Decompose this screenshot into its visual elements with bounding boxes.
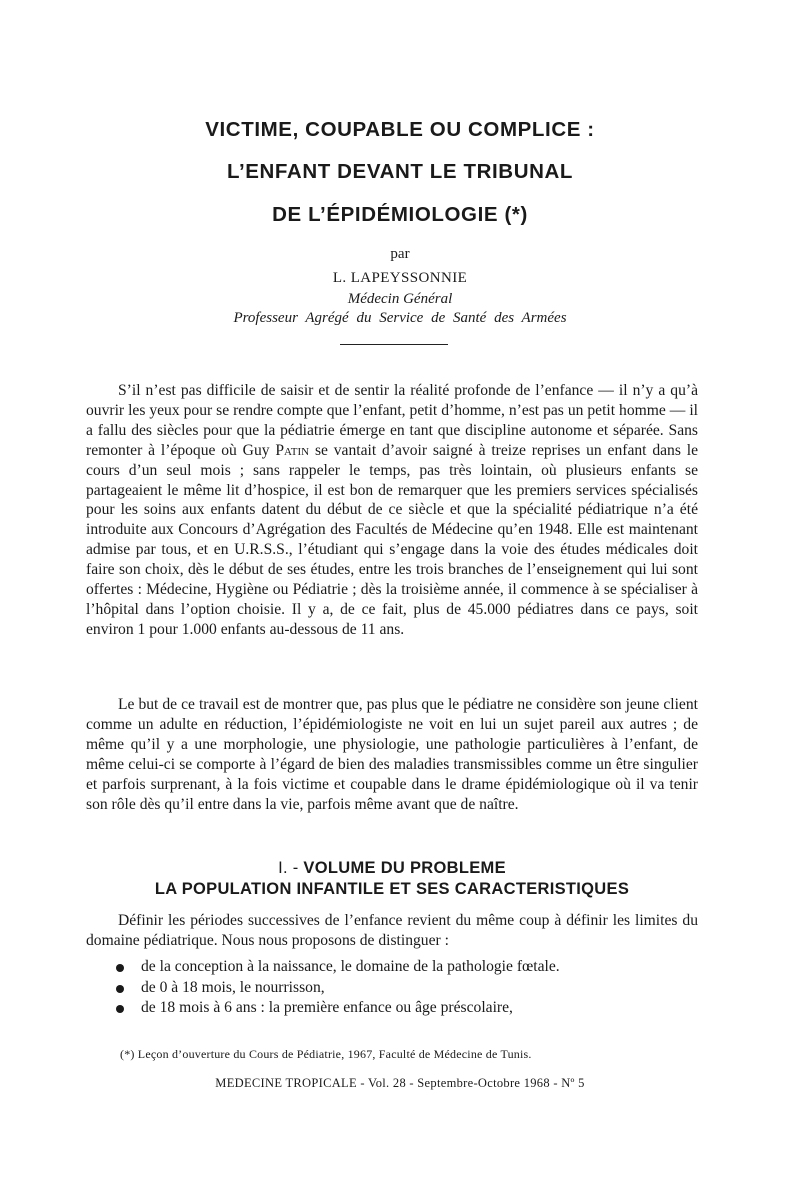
- author-role-2: Professeur Agrégé du Service de Santé des Armées: [233, 310, 567, 326]
- bullet-icon: [116, 964, 124, 972]
- paragraph-intro-part-1: S’il n’est pas difficile de saisir et de sentir la réalité profonde de l’enfance — il n’y a qu’à ouvrir les yeux pour se rendre compte que l’enfant, petit d’homme, n’est pas un petit homme — il a fallu des siècles pour que la pédiatrie émerge en tant que discipline autonome et séparée. Sans remonter à l’époque où Guy: [86, 382, 698, 459]
- bullet-icon: [116, 1005, 124, 1013]
- list-item: [116, 957, 698, 978]
- title-line-2: L’ENFANT DEVANT LE TRIBUNAL: [226, 160, 574, 183]
- list-item-text: de 0 à 18 mois, le nourrisson,: [141, 978, 325, 996]
- paragraph-intro: [86, 381, 698, 640]
- footnote: (*) Leçon d’ouverture du Cours de Pédiatrie, 1967, Faculté de Médecine de Tunis.: [120, 1047, 532, 1061]
- paragraph-definition: Définir les périodes successives de l’enfance revient du même coup à définir les limites du domaine pédiatrique. Nous nous proposons de distinguer :: [86, 912, 698, 949]
- list-item: [116, 978, 698, 999]
- section-heading-2: LA POPULATION INFANTILE ET SES CARACTERISTIQUES: [154, 880, 630, 898]
- paragraph-intro-part-2: se vantait d’avoir saigné à treize reprises un enfant dans le cours d’un seul mois ; sans rappeler le temps, pas très lointain, où plusieurs enfants se partageaient le même lit d’hospice, il est bon de remarquer que les premiers services spécialisés pour les soins aux enfants datent du début de ce siècle et que la spécialité pédiatrique n’a été introduite aux Concours d’Agrégation des Facultés de Médecine qu’en 1948. Elle est maintenant admise par tous, et en U.R.S.S., l’étudiant qui s’engage dans la voie des études médicales doit faire son choix, dès le début de ses études, entre les trois branches de l’enseignement qui lui sont offertes : Médecine, Hygiène ou Pédiatrie ; dès la troisième année, il commence à se spécialiser à l’hôpital dans l’option choisie. Il y a, de ce fait, plus de 45.000 pédiatres dans ce pays, soit environ 1 pour 1.000 enfants au-dessous de 11 ans.: [86, 441, 698, 638]
- journal-footer: MEDECINE TROPICALE - Vol. 28 - Septembre-Octobre 1968 - Nº 5: [215, 1076, 585, 1090]
- title-line-1: VICTIME, COUPABLE OU COMPLICE :: [205, 118, 595, 141]
- author-role-1: Médecin Général: [347, 291, 453, 307]
- list-item-text: de 18 mois à 6 ans : la première enfance ou âge préscolaire,: [141, 999, 513, 1016]
- paragraph-purpose: Le but de ce travail est de montrer que, pas plus que le pédiatre ne considère son jeune client comme un adulte en réduction, l’épidémiologiste ne voit en lui un sujet pareil aux autres ; de même qu’il y a une morphologie, une physiologie, une pathologie particulières à l’enfant, de même celui-ci se comporte à l’égard de bien des maladies transmissibles comme un être singulier et parfois surprenant, à la fois victime et coupable dans le drame épidémiologique où il va tenir son rôle dès qu’il entre dans la vie, parfois même avant que de naître.: [86, 696, 698, 813]
- bullet-list: [116, 957, 698, 1019]
- title-line-3: DE L’ÉPIDÉMIOLOGIE (*): [272, 203, 528, 226]
- author-name: L. LAPEYSSONNIE: [332, 270, 468, 286]
- name-patin: Patin: [275, 441, 310, 459]
- section-title-1: VOLUME DU PROBLEME: [303, 859, 506, 877]
- bullet-icon: [116, 985, 124, 993]
- list-item-text: de la conception à la naissance, le domaine de la pathologie fœtale.: [141, 958, 560, 975]
- separator-rule: [340, 344, 448, 345]
- list-item: [116, 998, 698, 1019]
- section-number: I. -: [278, 859, 299, 877]
- byline-par: par: [390, 246, 410, 262]
